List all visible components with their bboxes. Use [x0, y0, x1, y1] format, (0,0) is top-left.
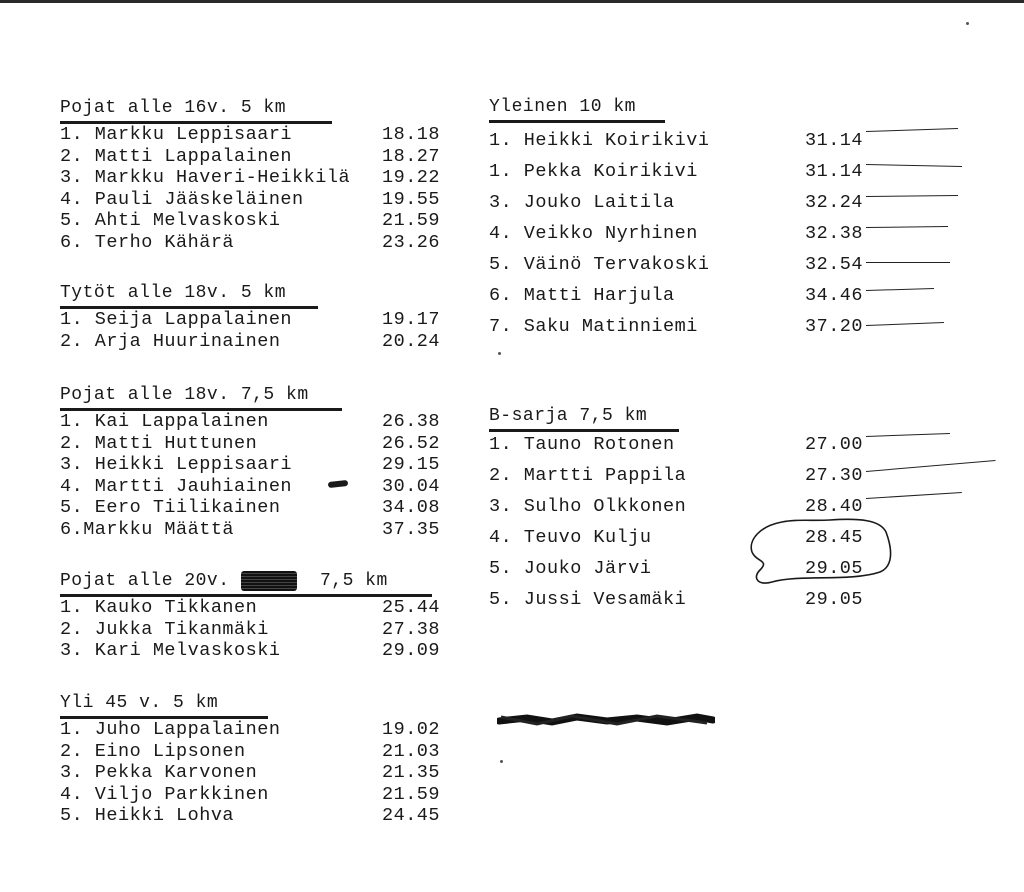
- result-row: [60, 411, 460, 433]
- finish-time: 21.03: [382, 740, 441, 762]
- result-row: [489, 558, 889, 580]
- competitor-name: 2. Eino Lipsonen: [60, 740, 246, 762]
- section-title-distance: 7,5 km: [319, 571, 388, 591]
- competitor-name: 1. Pekka Koirikivi: [489, 161, 698, 182]
- competitor-name: 3. Kari Melvaskoski: [60, 640, 281, 662]
- struck-out-text: [241, 571, 298, 591]
- finish-time: 32.24: [805, 192, 864, 213]
- section-title: [60, 384, 460, 406]
- section-title-text: Pojat alle 20v.: [60, 571, 230, 591]
- right-section: [489, 96, 889, 337]
- result-row: [489, 496, 889, 518]
- paper-speck: [500, 760, 503, 763]
- competitor-name: 4. Martti Jauhiainen: [60, 475, 293, 497]
- finish-time: 18.27: [382, 145, 441, 167]
- result-row: [60, 619, 460, 641]
- handwritten-tick-line: [866, 128, 958, 132]
- paper-speck: [966, 22, 969, 25]
- competitor-name: 2. Arja Huurinainen: [60, 330, 281, 352]
- section-title: [60, 282, 460, 304]
- finish-time: 29.15: [382, 454, 441, 476]
- left-section: [60, 384, 460, 540]
- result-row: [60, 331, 460, 353]
- result-row: [60, 476, 460, 498]
- competitor-name: 6. Matti Harjula: [489, 285, 675, 306]
- result-row: [60, 433, 460, 455]
- result-row: [489, 465, 889, 487]
- section-title: [489, 96, 889, 118]
- left-section: [60, 97, 460, 253]
- finish-time: 29.09: [382, 640, 441, 662]
- result-row: [60, 805, 460, 827]
- section-title: [60, 97, 460, 119]
- competitor-name: 1. Seija Lappalainen: [60, 309, 293, 330]
- competitor-name: 1. Heikki Koirikivi: [489, 130, 710, 151]
- finish-time: 18.18: [382, 124, 441, 145]
- competitor-name: 1. Kauko Tikkanen: [60, 597, 258, 618]
- competitor-name: 3. Jouko Laitila: [489, 192, 675, 213]
- competitor-name: 1. Tauno Rotonen: [489, 434, 675, 455]
- finish-time: 28.40: [805, 496, 864, 517]
- finish-time: 34.46: [805, 285, 864, 306]
- finish-time: 29.05: [805, 589, 864, 610]
- finish-time: 32.54: [805, 254, 864, 275]
- competitor-name: 4. Pauli Jääskeläinen: [60, 188, 304, 210]
- competitor-name: 5. Jouko Järvi: [489, 558, 652, 579]
- finish-time: 19.22: [382, 167, 441, 189]
- result-row: [60, 719, 460, 741]
- result-row: [489, 254, 889, 276]
- result-row: [489, 589, 889, 611]
- finish-time: 25.44: [382, 597, 441, 618]
- result-row: [60, 741, 460, 763]
- finish-time: 19.55: [382, 188, 441, 210]
- result-row: [489, 161, 889, 183]
- result-row: [60, 454, 460, 476]
- finish-time: 24.45: [382, 805, 441, 827]
- finish-time: 37.20: [805, 316, 864, 337]
- competitor-name: 4. Viljo Parkkinen: [60, 783, 269, 805]
- paper-speck: [498, 352, 501, 355]
- section-title-text: Tytöt alle 18v. 5 km: [60, 283, 287, 303]
- competitor-name: 1. Kai Lappalainen: [60, 411, 269, 432]
- result-row: [60, 640, 460, 662]
- competitor-name: 4. Teuvo Kulju: [489, 527, 652, 548]
- competitor-name: 6. Terho Kähärä: [60, 232, 235, 253]
- finish-time: 32.38: [805, 223, 864, 244]
- competitor-name: 4. Veikko Nyrhinen: [489, 223, 698, 244]
- section-title: [489, 405, 889, 427]
- result-row: [60, 762, 460, 784]
- finish-time: 21.59: [382, 783, 441, 805]
- finish-time: 29.05: [805, 558, 864, 579]
- section-title: [60, 692, 460, 714]
- finish-time: 20.24: [382, 330, 441, 352]
- competitor-name: 3. Markku Haveri-Heikkilä: [60, 167, 351, 189]
- competitor-name: 7. Saku Matinniemi: [489, 316, 698, 337]
- result-row: [489, 192, 889, 214]
- competitor-name: 2. Martti Pappila: [489, 465, 687, 486]
- handwritten-tick-line: [866, 262, 950, 263]
- section-underline: [489, 429, 679, 432]
- finish-time: 28.45: [805, 527, 864, 548]
- finish-time: 26.52: [382, 432, 441, 454]
- result-row: [60, 189, 460, 211]
- handwritten-tick-line: [866, 226, 948, 228]
- result-row: [489, 434, 889, 456]
- competitor-name: 5. Eero Tiilikainen: [60, 497, 281, 519]
- competitor-name: 5. Väinö Tervakoski: [489, 254, 710, 275]
- competitor-name: 5. Ahti Melvaskoski: [60, 210, 281, 232]
- result-row: [60, 497, 460, 519]
- competitor-name: 1. Markku Leppisaari: [60, 124, 293, 145]
- finish-time: 34.08: [382, 497, 441, 519]
- result-row: [60, 232, 460, 254]
- competitor-name: 3. Heikki Leppisaari: [60, 454, 293, 476]
- result-row: [60, 597, 460, 619]
- result-row: [489, 223, 889, 245]
- page-top-edge: [0, 0, 1024, 3]
- finish-time: 19.02: [382, 719, 441, 740]
- section-title-text: B-sarja 7,5 km: [489, 406, 648, 426]
- handwritten-tick-line: [866, 195, 958, 197]
- finish-time: 21.35: [382, 762, 441, 784]
- competitor-name: 6.Markku Määttä: [60, 519, 235, 540]
- competitor-name: 3. Sulho Olkkonen: [489, 496, 687, 517]
- section-title-text: Pojat alle 16v. 5 km: [60, 98, 287, 118]
- section-title-text: Yleinen 10 km: [489, 97, 636, 117]
- finish-time: 31.14: [805, 161, 864, 182]
- finish-time: 27.38: [382, 618, 441, 640]
- competitor-name: 1. Juho Lappalainen: [60, 719, 281, 740]
- crossed-out-scribble: [497, 712, 715, 728]
- finish-time: 27.30: [805, 465, 864, 486]
- result-row: [60, 309, 460, 331]
- result-row: [489, 130, 889, 152]
- finish-time: 27.00: [805, 434, 864, 455]
- section-title: [60, 570, 460, 592]
- competitor-name: 2. Matti Huttunen: [60, 432, 258, 454]
- section-underline: [489, 120, 665, 123]
- finish-time: 23.26: [382, 232, 441, 253]
- result-row: [60, 124, 460, 146]
- finish-time: 31.14: [805, 130, 864, 151]
- result-row: [489, 527, 889, 549]
- left-section: [60, 282, 460, 352]
- finish-time: 37.35: [382, 519, 441, 540]
- competitor-name: 5. Jussi Vesamäki: [489, 589, 687, 610]
- finish-time: 30.04: [382, 475, 441, 497]
- result-row: [489, 316, 889, 338]
- right-section: [489, 405, 889, 610]
- left-section: [60, 570, 460, 662]
- competitor-name: 3. Pekka Karvonen: [60, 762, 258, 784]
- competitor-name: 2. Matti Lappalainen: [60, 145, 293, 167]
- result-row: [60, 519, 460, 541]
- left-section: [60, 692, 460, 827]
- finish-time: 21.59: [382, 210, 441, 232]
- finish-time: 19.17: [382, 309, 441, 330]
- result-row: [60, 167, 460, 189]
- finish-time: 26.38: [382, 411, 441, 432]
- result-row: [60, 210, 460, 232]
- result-row: [60, 146, 460, 168]
- section-title-text: Yli 45 v. 5 km: [60, 693, 219, 713]
- competitor-name: 2. Jukka Tikanmäki: [60, 618, 269, 640]
- result-row: [60, 784, 460, 806]
- section-title-text: Pojat alle 18v. 7,5 km: [60, 385, 309, 405]
- result-row: [489, 285, 889, 307]
- competitor-name: 5. Heikki Lohva: [60, 805, 235, 827]
